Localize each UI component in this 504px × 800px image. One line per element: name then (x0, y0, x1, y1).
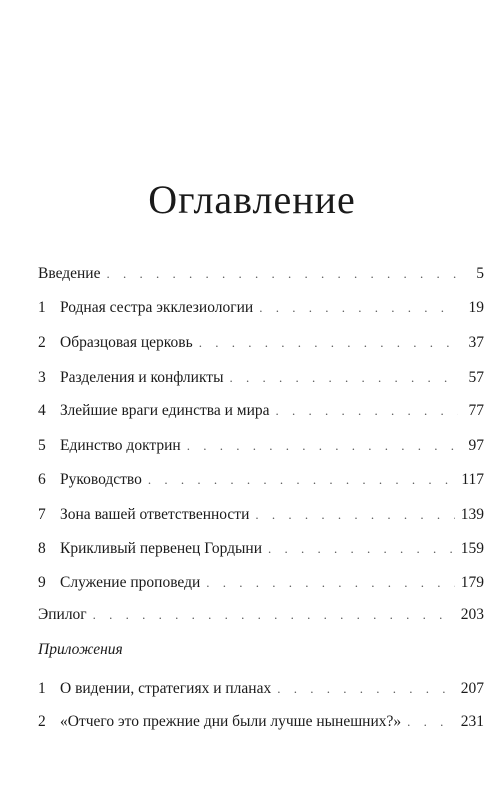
table-of-contents (38, 0, 484, 800)
dot-leader (106, 262, 458, 286)
toc-entry-2 (38, 331, 484, 355)
toc-entry-epilogue (38, 603, 484, 627)
toc-entry-page: 139 (460, 506, 484, 523)
toc-entry-page: 231 (460, 713, 484, 730)
dot-leader (268, 537, 455, 561)
toc-entry-page: 77 (468, 402, 484, 419)
toc-entry-label: «Отчего это прежние дни были лучше нынешних?» (60, 713, 402, 730)
toc-entry-8 (38, 537, 484, 561)
dot-leader (259, 296, 458, 320)
toc-entry-number: 7 (38, 506, 46, 523)
dot-leader (148, 468, 455, 492)
toc-entry-page: 57 (468, 369, 484, 386)
toc-entry-1 (38, 296, 484, 320)
toc-entry-intro (38, 262, 484, 286)
toc-entry-number: 9 (38, 574, 46, 591)
toc-appendix-2 (38, 710, 484, 734)
toc-entry-page: 5 (476, 265, 484, 282)
toc-entry-label: Злейшие враги единства и мира (60, 402, 270, 419)
toc-entry-label: Руководство (60, 471, 142, 488)
toc-entry-7 (38, 503, 484, 527)
dot-leader (199, 331, 458, 355)
dot-leader (255, 503, 454, 527)
toc-entry-number: 8 (38, 540, 46, 557)
toc-entry-page: 19 (468, 299, 484, 316)
toc-entry-number: 5 (38, 437, 46, 454)
toc-entry-page: 117 (461, 471, 484, 488)
toc-entry-label: Зона вашей ответственности (60, 506, 250, 523)
toc-entry-label: Единство доктрин (60, 437, 181, 454)
toc-entry-number: 1 (38, 680, 46, 697)
toc-entry-label: Эпилог (38, 606, 87, 623)
dot-leader (276, 399, 458, 423)
dot-leader (206, 571, 454, 595)
toc-entry-label: Разделения и конфликты (60, 369, 224, 386)
toc-entry-page: 97 (468, 437, 484, 454)
toc-entry-number: 1 (38, 299, 46, 316)
toc-entry-9 (38, 571, 484, 595)
toc-entry-label: Крикливый первенец Гордыни (60, 540, 263, 557)
toc-entry-label: Родная сестра экклезиологии (60, 299, 254, 316)
toc-entry-label: О видении, стратегиях и планах (60, 680, 272, 697)
toc-entry-6 (38, 468, 484, 492)
toc-entry-4 (38, 399, 484, 423)
toc-entry-number: 6 (38, 471, 46, 488)
toc-appendix-1 (38, 677, 484, 701)
toc-entry-label: Введение (38, 265, 101, 282)
toc-entry-number: 3 (38, 369, 46, 386)
toc-entry-5 (38, 434, 484, 458)
toc-entry-number: 2 (38, 334, 46, 351)
toc-entry-page: 207 (460, 680, 484, 697)
toc-entry-label: Служение проповеди (60, 574, 201, 591)
dot-leader (229, 366, 458, 390)
page-title: Оглавление (148, 177, 356, 222)
appendix-heading: Приложения (38, 641, 123, 658)
toc-entry-label: Образцовая церковь (60, 334, 193, 351)
toc-entry-page: 203 (460, 606, 484, 623)
toc-entry-page: 159 (460, 540, 484, 557)
toc-entry-page: 37 (468, 334, 484, 351)
toc-entry-page: 179 (460, 574, 484, 591)
dot-leader (93, 603, 455, 627)
toc-entry-number: 2 (38, 713, 46, 730)
dot-leader (277, 677, 455, 701)
toc-entry-number: 4 (38, 402, 46, 419)
dot-leader (187, 434, 458, 458)
dot-leader (407, 710, 455, 734)
toc-entry-3 (38, 366, 484, 390)
